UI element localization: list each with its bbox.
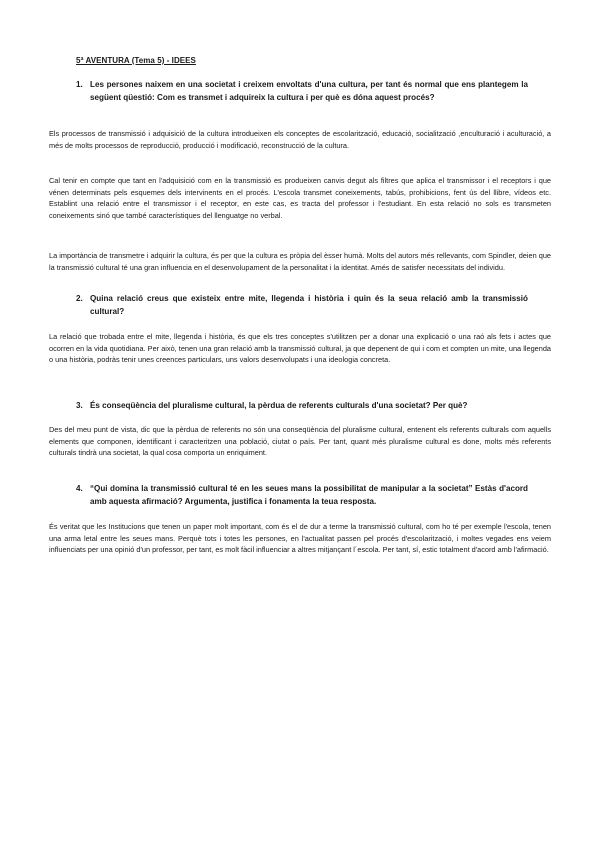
- answer-paragraph: És veritat que les Institucions que tenen un paper molt important, com és el de dur a terme la transmissió cultural, com ho té per exemple l'escola, tenen una arma letal entre les seues mans. Perquè tots i totes les persones, en l'actualitat passen pel procés d'escolarització, i moltes vegades ens veiem influenciats per una opinió d'un professor, per tant, es molt fàcil influenciar a altres mitjançant l´escola. Per tant, sí, estic totalment d'acord amb l'afirmació.: [49, 522, 551, 555]
- question-2: [76, 293, 528, 318]
- question-4: [76, 483, 528, 508]
- question-1: [76, 79, 528, 104]
- question-number: 3.: [76, 401, 83, 410]
- answer-paragraph: La relació que trobada entre el mite, llegenda i història, és que els tres conceptes s'utilitzen per a donar una explicació o una raó als fets i actes que ocorren en la vida quotidiana. Per això, tenen una gran relació amb la transmissió cultural, ja que depenent de qui i com et compten un mite, una llegenda o una història, podràs tenir unes creences particulars, uns valors desenvolupats i una ideologia concreta.: [49, 332, 551, 365]
- answer-paragraph: Des del meu punt de vista, dic que la pèrdua de referents no són una conseqüència del pluralisme cultural, entenent els referents culturals com aquells elements que componen, identificant i caracteritzen una població, ciutat o país. Per tant, quant més pluralisme cultural es done, molts més referents culturals tindrà una societat, la qual cosa comporta un enriquiment.: [49, 425, 551, 458]
- answer-paragraph: La importància de transmetre i adquirir la cultura, és per que la cultura es pròpia del èsser humà. Molts del autors més rellevants, com Spindler, deien que la transmissió cultural té una gran influencia en el desenvolupament de la personalitat i la identitat. Amés de satisfer necessitats del individu.: [49, 251, 551, 272]
- question-3: [76, 400, 528, 413]
- question-number: 4.: [76, 484, 83, 493]
- question-text: Les persones naixem en una societat i creixem envoltats d'una cultura, per tant és normal que ens plantegem la següent qüestió: Com es transmet i adquireix la cultura i per què es dóna aquest procés?: [90, 80, 528, 102]
- question-text: “Qui domina la transmissió cultural té en les seues mans la possibilitat de manipular a la societat” Estàs d'acord amb aquesta afirmació? Argumenta, justifica i fonamenta la teua resposta.: [90, 484, 528, 506]
- question-number: 2.: [76, 294, 83, 303]
- document-heading: 5ª AVENTURA (Tema 5) - IDEES: [76, 56, 196, 65]
- answer-paragraph: Els processos de transmissió i adquisició de la cultura introdueixen els conceptes de escolarització, educació, socialització ,enculturació i aculturació, a més de molts processos de reproducció, producció i modificació, reconstrucció de la cultura.: [49, 129, 551, 150]
- question-text: És conseqüència del pluralisme cultural, la pèrdua de referents culturals d'una societat? Per què?: [90, 401, 468, 410]
- question-text: Quina relació creus que existeix entre mite, llegenda i història i quin és la seua relació amb la transmissió cultural?: [90, 294, 528, 316]
- question-number: 1.: [76, 80, 83, 89]
- answer-paragraph: Cal tenir en compte que tant en l'adquisició com en la transmissió es produeixen canvis degut als filtres que aplica el transmissor i el receptors i que vénen determinats pels esquemes dels intervinents en el procés. L'escola transmet coneixements, tabús, prohibicions, fent ús del llibre, vídeos etc. Establint una relació entre el transmissor i el receptor, en este cas, es tracta del professor i l'estudiant. En esta relació no sols es transmeten coneixements sinó que també característiques del llenguatge no verbal.: [49, 176, 551, 221]
